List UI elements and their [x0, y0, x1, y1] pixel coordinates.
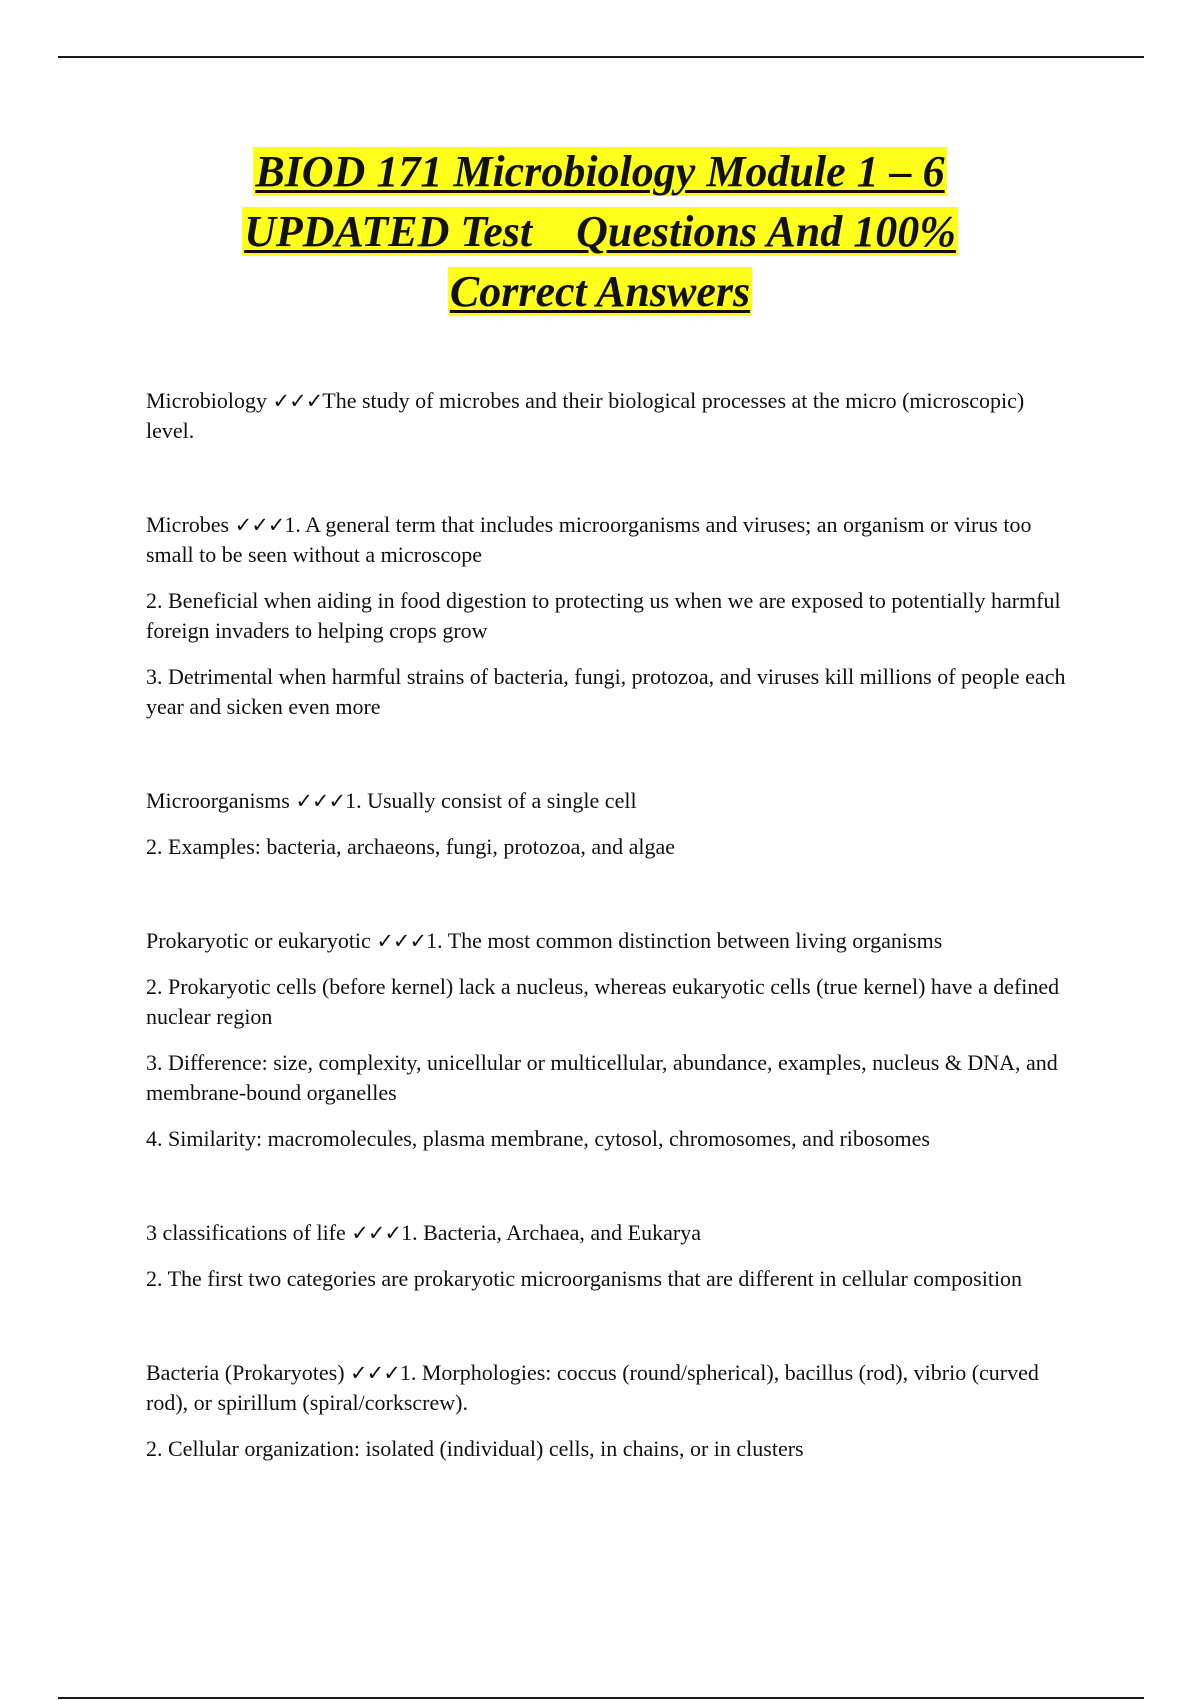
term: Prokaryotic or eukaryotic: [146, 928, 371, 953]
definition-paragraph: 3. Detrimental when harmful strains of bacteria, fungi, protozoa, and viruses kill millions of people each year and sicken even more: [146, 664, 1066, 719]
definition: 1. Usually consist of a single cell: [345, 788, 637, 813]
title-line-text: Correct Answers: [449, 267, 751, 316]
entry-classifications-of-life: [146, 1218, 1066, 1294]
term: 3 classifications of life: [146, 1220, 346, 1245]
definition-paragraph: 2. Cellular organization: isolated (individual) cells, in chains, or in clusters: [146, 1436, 804, 1461]
definition: 1. The most common distinction between living organisms: [426, 928, 943, 953]
definition: 1. A general term that includes microorganisms and viruses; an organism or virus too small to be seen without a microscope: [146, 512, 1032, 567]
entry-paragraph: [146, 786, 1066, 816]
definition: 1. Bacteria, Archaea, and Eukarya: [401, 1220, 701, 1245]
term: Microbiology: [146, 388, 267, 413]
term: Microorganisms: [146, 788, 290, 813]
entry-paragraph: [146, 510, 1066, 570]
entry-paragraph: [146, 386, 1066, 446]
entry-paragraph: [146, 1218, 1066, 1248]
document-title: [0, 142, 1200, 322]
entry-bacteria: [146, 1358, 1066, 1464]
title-line: [0, 262, 1200, 322]
flashcard-list: [146, 386, 1066, 1464]
check-marks-icon: ✓✓✓: [295, 789, 346, 813]
entry-prokaryotic-or-eukaryotic: [146, 926, 1066, 1154]
definition: The study of microbes and their biological processes at the micro (microscopic) level.: [146, 388, 1025, 443]
title-line-text: UPDATED Test Questions And 100%: [244, 207, 956, 256]
definition-paragraph: 4. Similarity: macromolecules, plasma membrane, cytosol, chromosomes, and ribosomes: [146, 1126, 930, 1151]
entry-paragraph: [146, 926, 1066, 956]
title-line-text: BIOD 171 Microbiology Module 1 – 6: [255, 147, 945, 196]
term: Microbes: [146, 512, 230, 537]
term: Bacteria (Prokaryotes): [146, 1360, 345, 1385]
entry-microbiology: [146, 386, 1066, 446]
entry-microorganisms: [146, 786, 1066, 862]
check-marks-icon: ✓✓✓: [234, 513, 285, 537]
entry-paragraph: [146, 1358, 1066, 1418]
entry-microbes: [146, 510, 1066, 722]
definition-paragraph: 3. Difference: size, complexity, unicellular or multicellular, abundance, examples, nucleus & DNA, and membrane-bound organelles: [146, 1050, 1058, 1105]
definition-paragraph: 2. Beneficial when aiding in food digestion to protecting us when we are exposed to potentially harmful foreign invaders to helping crops grow: [146, 588, 1061, 643]
check-marks-icon: ✓✓✓: [350, 1361, 400, 1385]
definition: 1. Morphologies: coccus (round/spherical), bacillus (rod), vibrio (curved rod), or spirillum (spiral/corkscrew).: [146, 1360, 1039, 1415]
title-line: [0, 142, 1200, 202]
check-marks-icon: ✓✓✓: [272, 389, 323, 413]
definition-paragraph: 2. Examples: bacteria, archaeons, fungi, protozoa, and algae: [146, 834, 675, 859]
title-line: [0, 202, 1200, 262]
top-rule: [58, 56, 1144, 58]
definition-paragraph: 2. Prokaryotic cells (before kernel) lack a nucleus, whereas eukaryotic cells (true kernel) have a defined nuclear region: [146, 974, 1060, 1029]
definition-paragraph: 2. The first two categories are prokaryotic microorganisms that are different in cellular composition: [146, 1266, 1023, 1291]
check-marks-icon: ✓✓✓: [376, 929, 427, 953]
bottom-rule: [58, 1697, 1144, 1699]
check-marks-icon: ✓✓✓: [351, 1221, 402, 1245]
